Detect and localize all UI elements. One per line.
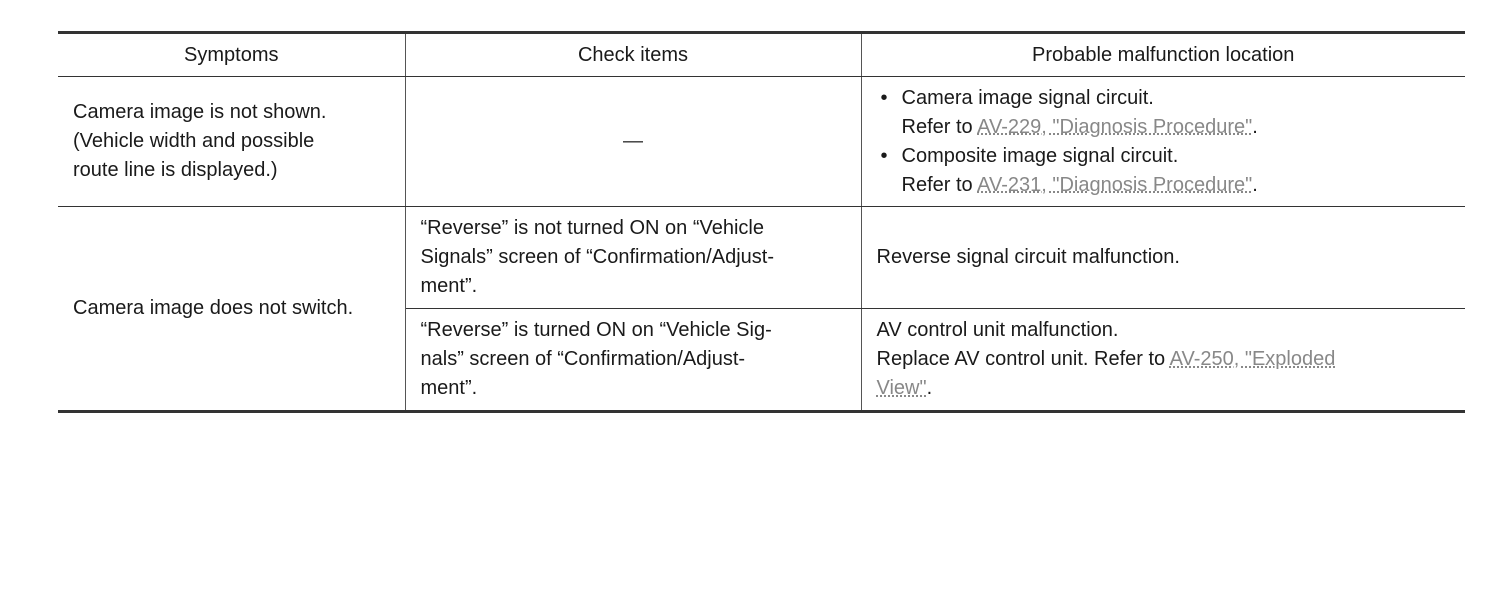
diagnosis-table (58, 31, 1465, 413)
location-cell (861, 309, 1465, 412)
check-text: “Reverse” is not turned ON on “Vehicle (420, 217, 764, 239)
table-row (58, 207, 1465, 309)
refer-text: Replace AV control unit. Refer to (876, 348, 1170, 370)
check-item-cell (405, 77, 861, 207)
reference-line (902, 171, 1456, 200)
table-row (58, 77, 1465, 207)
reference-link-av229[interactable]: AV-229, "Diagnosis Procedure" (977, 115, 1253, 138)
check-text: ment”. (420, 275, 478, 297)
header-probable-location: Probable malfunction location (861, 33, 1465, 77)
symptom-text: Camera image is not shown. (73, 101, 327, 123)
symptom-cell (58, 77, 405, 207)
check-item-cell (405, 309, 861, 412)
location-text: Composite image signal circuit. (901, 144, 1179, 167)
symptom-text: (Vehicle width and possible (73, 130, 315, 152)
location-text: Reverse signal circuit malfunction. (876, 246, 1180, 268)
check-text: nals” screen of “Confirmation/Adjust- (420, 348, 746, 370)
location-text: Camera image signal circuit. (901, 86, 1154, 109)
refer-text: Refer to (901, 115, 978, 138)
symptom-cell (58, 207, 405, 412)
refer-text: Refer to (901, 173, 978, 196)
empty-dash: — (623, 130, 643, 152)
reference-link-av231[interactable]: AV-231, "Diagnosis Procedure" (977, 173, 1253, 196)
header-symptoms: Symptoms (58, 33, 405, 77)
reference-line (902, 113, 1456, 142)
header-check-items: Check items (405, 33, 861, 77)
location-list (877, 84, 1456, 200)
location-text: AV control unit malfunction. (876, 319, 1119, 341)
check-text: Signals” screen of “Confirmation/Adjust- (420, 246, 774, 268)
symptom-text: Camera image does not switch. (73, 297, 354, 319)
check-text: ment”. (420, 377, 478, 399)
list-item (877, 142, 1456, 200)
bullet-icon: • (880, 144, 888, 167)
bullet-icon: • (880, 86, 888, 109)
location-cell (861, 77, 1465, 207)
table-header-row (58, 33, 1465, 77)
symptom-text: route line is displayed.) (73, 159, 278, 181)
reference-line (877, 345, 1456, 374)
period: . (1252, 173, 1258, 196)
reference-link-av250[interactable]: AV-250, "Exploded (1169, 348, 1336, 370)
location-cell (861, 207, 1465, 309)
period: . (926, 377, 933, 399)
reference-line (877, 374, 1456, 403)
list-item (877, 84, 1456, 142)
period: . (1252, 115, 1258, 138)
reference-link-av250-cont[interactable]: View" (876, 377, 927, 399)
check-text: “Reverse” is turned ON on “Vehicle Sig- (420, 319, 772, 341)
check-item-cell (405, 207, 861, 309)
